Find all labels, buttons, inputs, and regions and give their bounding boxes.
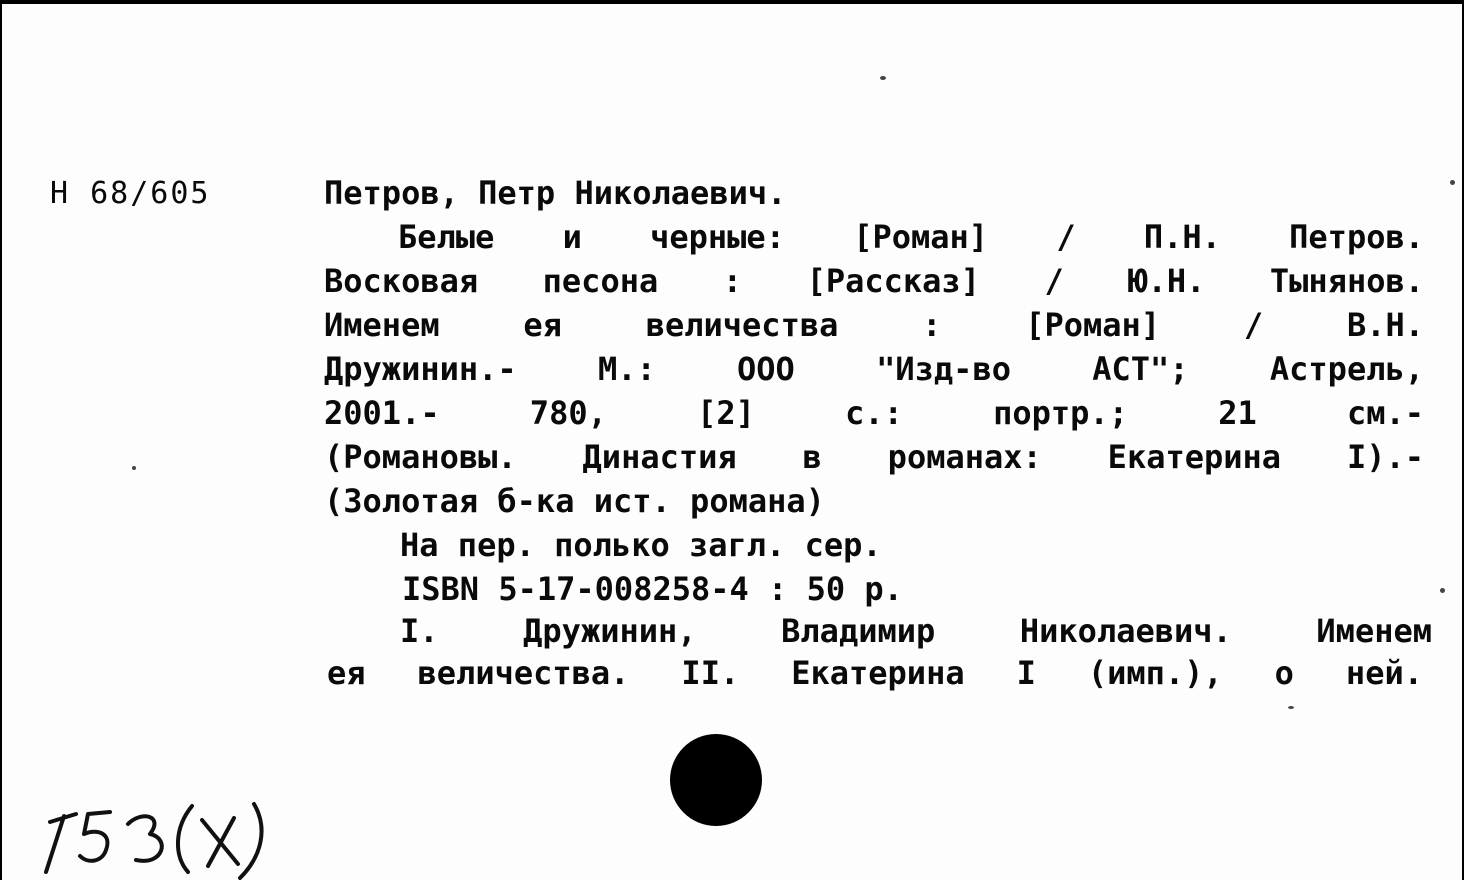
punch-hole [670,734,762,826]
scan-speck [880,76,886,80]
card-line-6: (Романовы. Династия в романах: Екатерина I).- [324,438,1424,476]
scan-speck [1288,706,1294,709]
card-line-1: Белые и черные: [Роман] / П.Н. Петров. [398,218,1424,256]
catalog-card [2,4,1462,880]
card-line-7: (Золотая б-ка ист. романа) [324,482,825,520]
handwritten-shelfmark [32,794,282,880]
card-line-11: ея величества. II. Екатерина I (имп.), о ней. [327,654,1423,692]
scan-speck [132,466,136,470]
scan-speck [1440,588,1445,593]
card-line-2: Восковая песона : [Рассказ] / Ю.Н. Тынянов. [324,262,1424,300]
card-line-9: ISBN 5-17-008258-4 : 50 р. [402,570,903,608]
card-line-4: Дружинин.- М.: ООО "Изд-во АСТ"; Астрель, [324,350,1424,388]
call-number: Н 68/605 [50,176,211,211]
author-heading: Петров, Петр Николаевич. [324,174,787,212]
scan-speck [1450,180,1455,185]
card-line-5: 2001.- 780, [2] с.: портр.; 21 см.- [324,394,1424,432]
card-line-8: На пер. полько загл. сер. [400,526,882,564]
card-line-3: Именем ея величества : [Роман] / В.Н. [324,306,1424,344]
card-line-10: I. Дружинин, Владимир Николаевич. Именем [400,612,1432,650]
